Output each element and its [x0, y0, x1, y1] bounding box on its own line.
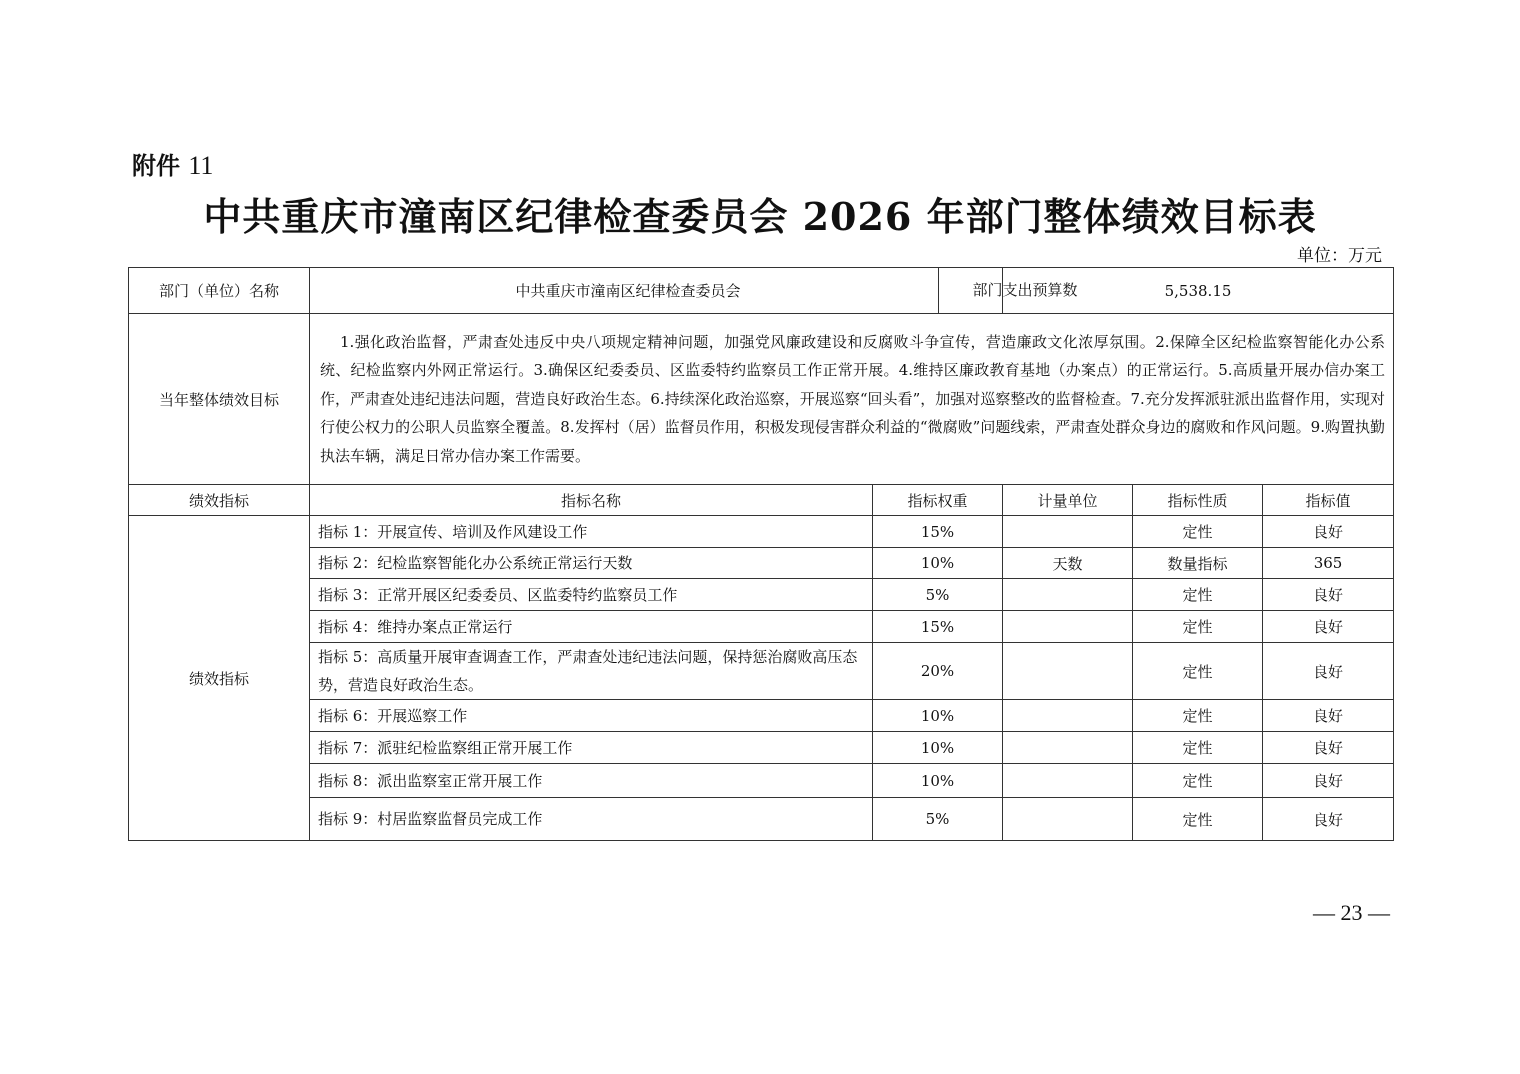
- indicator-nature: 定性: [1133, 700, 1263, 732]
- table-row: [129, 798, 1394, 841]
- performance-table: [128, 267, 1394, 841]
- indicator-weight: 15%: [873, 516, 1003, 548]
- indicator-name: 指标 3：正常开展区纪委委员、区监委特约监察员工作: [310, 579, 873, 611]
- table-row: [129, 643, 1394, 700]
- dept-label: 部门（单位）名称: [129, 268, 310, 314]
- indicator-nature: 定性: [1133, 764, 1263, 798]
- indicator-unit: 天数: [1003, 548, 1133, 579]
- indicator-unit: [1003, 700, 1133, 732]
- indicator-name: 指标 1：开展宣传、培训及作风建设工作: [310, 516, 873, 548]
- summary-row: [129, 268, 1394, 314]
- indicator-value: 良好: [1263, 798, 1394, 841]
- indicator-name: 指标 4：维持办案点正常运行: [310, 611, 873, 643]
- indicator-unit: [1003, 764, 1133, 798]
- page-title: 中共重庆市潼南区纪律检查委员会 2026 年部门整体绩效目标表: [203, 194, 1317, 239]
- indicator-weight: 10%: [873, 700, 1003, 732]
- indicator-weight: 10%: [873, 764, 1003, 798]
- table-row: [129, 611, 1394, 643]
- indicator-value: 良好: [1263, 764, 1394, 798]
- budget-label: 部门支出预算数: [938, 267, 1111, 314]
- header-unit: 计量单位: [1003, 485, 1133, 516]
- table-row: [129, 548, 1394, 579]
- table-row: [129, 700, 1394, 732]
- goal-label: 当年整体绩效目标: [129, 314, 310, 485]
- indicator-value: 良好: [1263, 516, 1394, 548]
- indicator-value: 365: [1263, 548, 1394, 579]
- indicator-nature: 数量指标: [1133, 548, 1263, 579]
- indicator-unit: [1003, 643, 1133, 700]
- indicator-weight: 5%: [873, 798, 1003, 841]
- attachment-word: 附件: [132, 152, 180, 180]
- header-value: 指标值: [1263, 485, 1394, 516]
- indicator-nature: 定性: [1133, 732, 1263, 764]
- indicator-unit: [1003, 516, 1133, 548]
- indicator-value: 良好: [1263, 700, 1394, 732]
- indicator-name: 指标 5：高质量开展审查调查工作，严肃查处违纪违法问题，保持惩治腐败高压态势，营造良好政治生态。: [310, 643, 873, 700]
- indicator-name: 指标 7：派驻纪检监察组正常开展工作: [310, 732, 873, 764]
- indicator-nature: 定性: [1133, 579, 1263, 611]
- dept-name: [310, 268, 1078, 314]
- unit-label: 单位：万元: [1297, 246, 1382, 266]
- table-row: [129, 516, 1394, 548]
- indicator-name: 指标 6：开展巡察工作: [310, 700, 873, 732]
- indicator-value: 良好: [1263, 643, 1394, 700]
- indicator-name: 指标 9：村居监察监督员完成工作: [310, 798, 873, 841]
- indicator-nature: 定性: [1133, 798, 1263, 841]
- goal-text-cell: [310, 314, 1394, 485]
- indicator-name: 指标 8：派出监察室正常开展工作: [310, 764, 873, 798]
- goal-row: [129, 314, 1394, 485]
- indicator-group-label: 绩效指标: [129, 516, 310, 841]
- header-name: 指标名称: [310, 485, 873, 516]
- indicator-unit: [1003, 732, 1133, 764]
- table-row: [129, 732, 1394, 764]
- indicator-value: 良好: [1263, 732, 1394, 764]
- indicator-weight: 20%: [873, 643, 1003, 700]
- indicator-header-row: [129, 485, 1394, 516]
- attachment-number: 11: [188, 151, 214, 180]
- indicator-nature: 定性: [1133, 611, 1263, 643]
- indicator-unit: [1003, 798, 1133, 841]
- indicator-unit: [1003, 611, 1133, 643]
- header-weight: 指标权重: [873, 485, 1003, 516]
- attachment-label: [132, 146, 213, 181]
- header-indicator: 绩效指标: [129, 485, 310, 516]
- dept-name-text: 中共重庆市潼南区纪律检查委员会: [515, 282, 741, 300]
- indicator-nature: 定性: [1133, 643, 1263, 700]
- indicator-unit: [1003, 579, 1133, 611]
- indicator-value: 良好: [1263, 611, 1394, 643]
- indicator-weight: 10%: [873, 548, 1003, 579]
- indicator-name: 指标 2：纪检监察智能化办公系统正常运行天数: [310, 548, 873, 579]
- table-row: [129, 764, 1394, 798]
- indicator-weight: 10%: [873, 732, 1003, 764]
- indicator-nature: 定性: [1133, 516, 1263, 548]
- budget-value: 5,538.15: [1164, 281, 1232, 300]
- header-nature: 指标性质: [1133, 485, 1263, 516]
- page-number: — 23 —: [1313, 900, 1390, 925]
- goal-text: 1.强化政治监督，严肃查处违反中央八项规定精神问题，加强党风廉政建设和反腐败斗争宣传，营造廉政文化浓厚氛围。2.保障全区纪检监察智能化办公系统、纪检监察内外网正常运行。3.确保区纪委委员、区监委特约监察员工作正常开展。4.维持区廉政教育基地（办案点）的正常运行。5.高质量开展办信办案工作，严肃查处违纪违法问题，营造良好政治生态。6.持续深化政治巡察，开展巡察“回头看”，加强对巡察整改的监督检查。7.充分发挥派驻派出监督作用，实现对行使公权力的公职人员监察全覆盖。8.发挥村（居）监督员作用，积极发现侵害群众利益的“微腐败”问题线索，严肃查处群众身边的腐败和作风问题。9.购置执勤执法车辆，满足日常办信办案工作需要。: [320, 333, 1386, 465]
- indicator-value: 良好: [1263, 579, 1394, 611]
- table-row: [129, 579, 1394, 611]
- indicator-weight: 5%: [873, 579, 1003, 611]
- indicator-weight: 15%: [873, 611, 1003, 643]
